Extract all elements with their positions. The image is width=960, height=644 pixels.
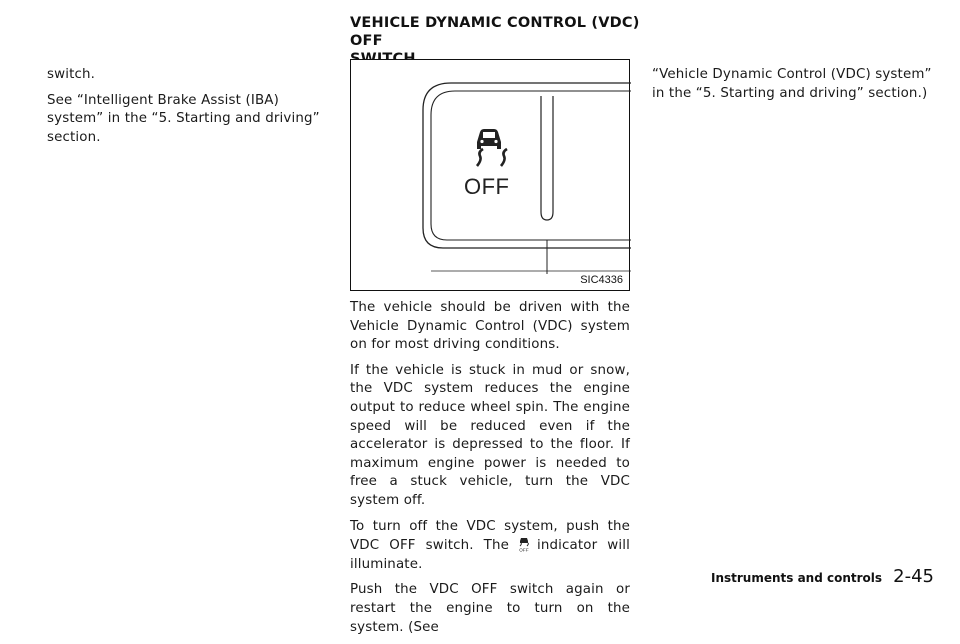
figure-id: SIC4336: [580, 274, 623, 286]
right-paragraph-1: “Vehicle Dynamic Control (VDC) system” in the “5. Starting and driving” section.): [652, 67, 932, 101]
middle-paragraph-3-end: indicator will illuminate.: [350, 538, 630, 572]
svg-text:OFF: OFF: [519, 547, 529, 553]
off-label: OFF: [464, 174, 510, 199]
switch-housing-inner: [431, 91, 631, 240]
left-paragraph-1: switch.: [47, 67, 96, 82]
left-paragraph-2: See “Intelligent Brake Assist (IBA) system” in the “5. Starting and driving” section.: [47, 92, 320, 145]
switch-housing-outer: [423, 83, 631, 248]
middle-paragraph-3: [350, 518, 630, 575]
page-number: 2-45: [893, 566, 934, 587]
section-heading-line-1: VEHICLE DYNAMIC CONTROL (VDC) OFF: [350, 15, 640, 49]
vdc-switch-figure: [350, 59, 630, 291]
vdc-off-indicator-icon: [517, 536, 531, 552]
left-column: [47, 66, 332, 154]
skidding-car-icon: [477, 129, 507, 166]
middle-paragraph-3-start: To turn off the VDC system, push the VDC OFF switch. The: [350, 518, 630, 554]
right-column: [652, 66, 942, 110]
middle-paragraph-1: The vehicle should be driven with the Vehicle Dynamic Control (VDC) system on for most driving conditions.: [350, 300, 630, 353]
middle-paragraph-4: Push the VDC OFF switch again or restart the engine to turn on the system. (See: [350, 582, 630, 635]
page-footer: [711, 566, 934, 587]
switch-divider: [541, 96, 553, 220]
middle-paragraph-2: If the vehicle is stuck in mud or snow, the VDC system reduces the engine output to reduce wheel spin. The engine speed will be reduced even if the accelerator is depressed to the floor. If maximum engine power is needed to free a stuck vehicle, turn the VDC system off.: [350, 362, 630, 508]
middle-column: [350, 299, 630, 644]
footer-section-title: Instruments and controls: [710, 571, 883, 585]
